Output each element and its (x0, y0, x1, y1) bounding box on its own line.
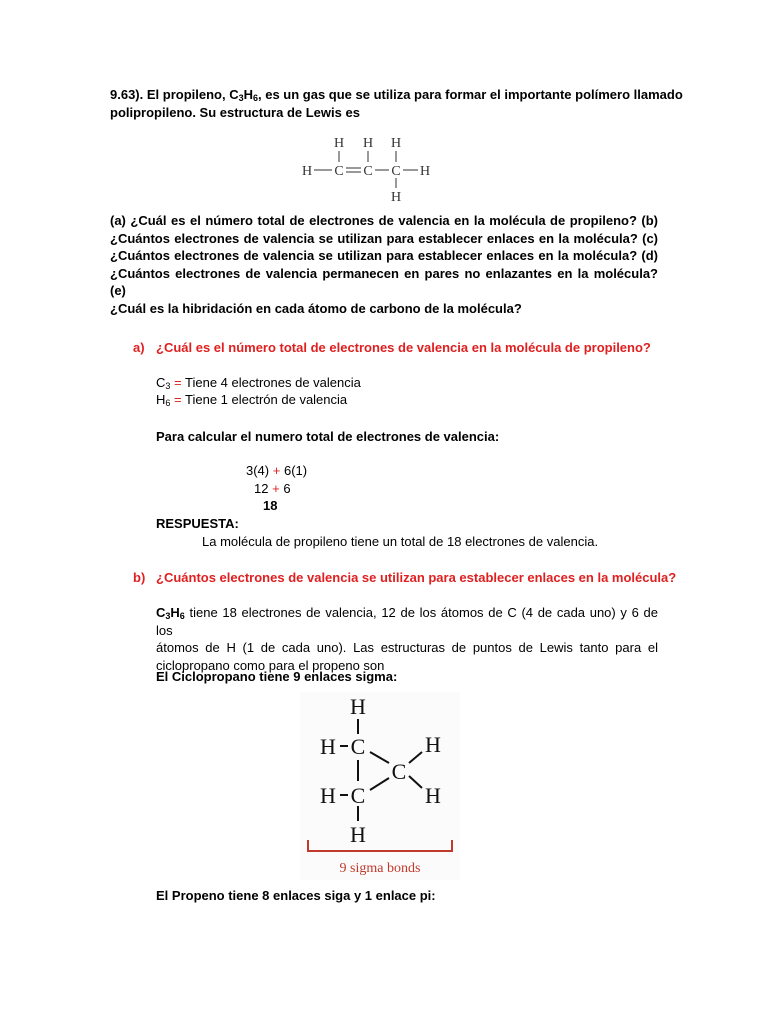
cyclopropane-heading: El Ciclopropano tiene 9 enlaces sigma: (156, 669, 398, 684)
question-line-1: (a) ¿Cuál es el número total de electrones de valencia en la molécula de propileno? (b) (110, 213, 658, 228)
calc-intro: Para calcular el numero total de electrones de valencia: (156, 429, 500, 444)
cyclo-h-left-lower: H (320, 783, 336, 808)
lewis-h-bottom: H (390, 190, 402, 205)
cyclo-c-lower: C (350, 783, 366, 808)
question-line-5: ¿Cuál es la hibridación en cada átomo de carbono de la molécula? (110, 300, 522, 316)
hydrogen-valence-line: $H_6$ = Tiene 1 electrón de valencia (156, 392, 348, 408)
lewis-h-top-3: H (390, 136, 402, 151)
sigma-caption: 9 sigma bonds (339, 861, 421, 876)
section-b-marker: b) (133, 570, 146, 585)
cyclo-c-right: C (391, 759, 407, 784)
cyclo-h-left-upper: H (320, 734, 336, 759)
propylene-lewis-structure (292, 133, 442, 205)
cyclopropane-figure (300, 692, 460, 880)
problem-intro (110, 86, 683, 121)
problem-intro-line2: polipropileno. Su estructura de Lewis es (110, 104, 360, 120)
calc-line-2: 12 + 6 (254, 481, 291, 496)
propene-heading: El Propeno tiene 8 enlaces siga y 1 enlace pi: (156, 888, 436, 903)
cyclo-h-bottom: H (350, 822, 366, 847)
problem-intro-line1: 9.63). El propileno, $C_3H_6$, es un gas que se utiliza para formar el importante polímero llamado (110, 87, 683, 103)
propene-formula: $C_3H_6$ (156, 605, 185, 621)
lewis-c-1: C (334, 164, 344, 179)
section-b-question: ¿Cuántos electrones de valencia se utilizan para establecer enlaces en la molécula? (156, 570, 677, 585)
section-b-line-1: $C_3H_6$ tiene 18 electrones de valencia, 12 de los átomos de C (4 de cada uno) y 6 de los (156, 605, 658, 638)
section-b-line-3: ciclopropano como para el propeno son (156, 657, 385, 673)
section-a-marker: a) (133, 340, 145, 355)
lewis-c-3: C (391, 164, 401, 179)
cyclo-h-right-lower: H (425, 783, 441, 808)
lewis-c-2: C (363, 164, 373, 179)
answer-label: RESPUESTA: (156, 516, 239, 531)
cyclo-h-top: H (350, 694, 366, 719)
cyclo-h-right-upper: H (425, 732, 441, 757)
section-b-paragraph (156, 604, 658, 674)
answer-text: La molécula de propileno tiene un total de 18 electrones de valencia. (202, 534, 599, 549)
lewis-h-left: H (301, 164, 313, 179)
cyclo-c-upper: C (350, 734, 366, 759)
section-a-question: ¿Cuál es el número total de electrones de valencia en la molécula de propileno? (156, 340, 651, 355)
question-line-3: ¿Cuántos electrones de valencia se utilizan para establecer enlaces en la molécula? (d) (110, 248, 658, 263)
question-line-2: ¿Cuántos electrones de valencia se utilizan para establecer enlaces en la molécula? (c) (110, 230, 658, 246)
questions-paragraph (110, 212, 658, 317)
lewis-h-top-2: H (362, 136, 374, 151)
carbon-valence-line: $C_3$ = Tiene 4 electrones de valencia (156, 375, 361, 391)
lewis-h-top-1: H (333, 136, 345, 151)
question-line-4: ¿Cuántos electrones de valencia permanecen en pares no enlazantes en la molécula? (e) (110, 265, 658, 298)
lewis-h-right: H (419, 164, 431, 179)
section-b-line-2: átomos de H (1 de cada uno). Las estructuras de puntos de Lewis tanto para el (156, 640, 658, 655)
calc-result: 18 (263, 498, 278, 513)
calc-line-1: 3(4) + 6(1) (246, 463, 308, 478)
